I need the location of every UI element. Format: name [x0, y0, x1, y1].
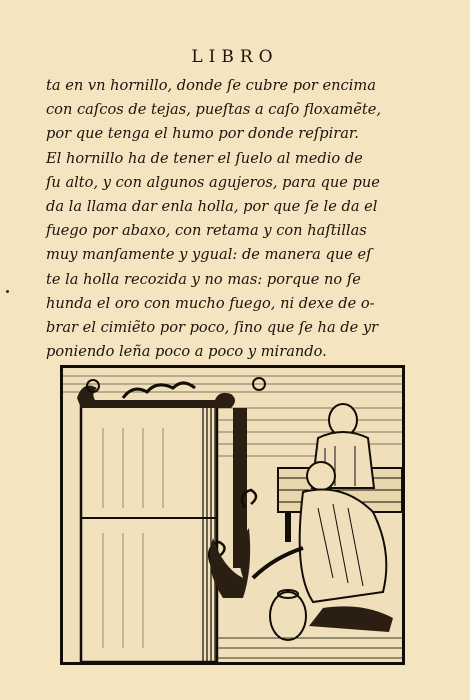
woodcut-illustration [60, 365, 405, 665]
text-line: muy manſamente y ygual: de manera que eſ [46, 246, 372, 264]
text-line: da la llama dar enla holla, por que ſe le da el [46, 197, 378, 215]
ink-speck [6, 290, 9, 293]
text-line: brar el cimiẽto por poco, ſino que ſe ha de yr [46, 318, 379, 336]
text-line: hunda el oro con mucho fuego, ni dexe de o- [46, 294, 375, 312]
text-line: poniendo leña poco a poco y mirando. [46, 343, 327, 361]
text-line: ſu alto, y con algunos agujeros, para que pue [46, 173, 380, 191]
text-line: ta en vn hornillo, donde ſe cubre por encima [46, 77, 376, 94]
text-line: El hornillo ha de tener el ſuelo al medio de [46, 149, 363, 167]
running-head: LIBRO [191, 47, 279, 67]
text-line: fuego por abaxo, con retama y con haſtillas [46, 222, 367, 240]
text-line: te la holla recozida y no mas: porque no ſe [46, 270, 361, 288]
text-line: por que tenga el humo por donde reſpirar. [46, 125, 359, 143]
text-block [46, 74, 406, 364]
text-line: con caſcos de tejas, pueſtas a caſo floxamẽte, [46, 101, 382, 119]
woodcut-furnace-icon [63, 368, 402, 662]
